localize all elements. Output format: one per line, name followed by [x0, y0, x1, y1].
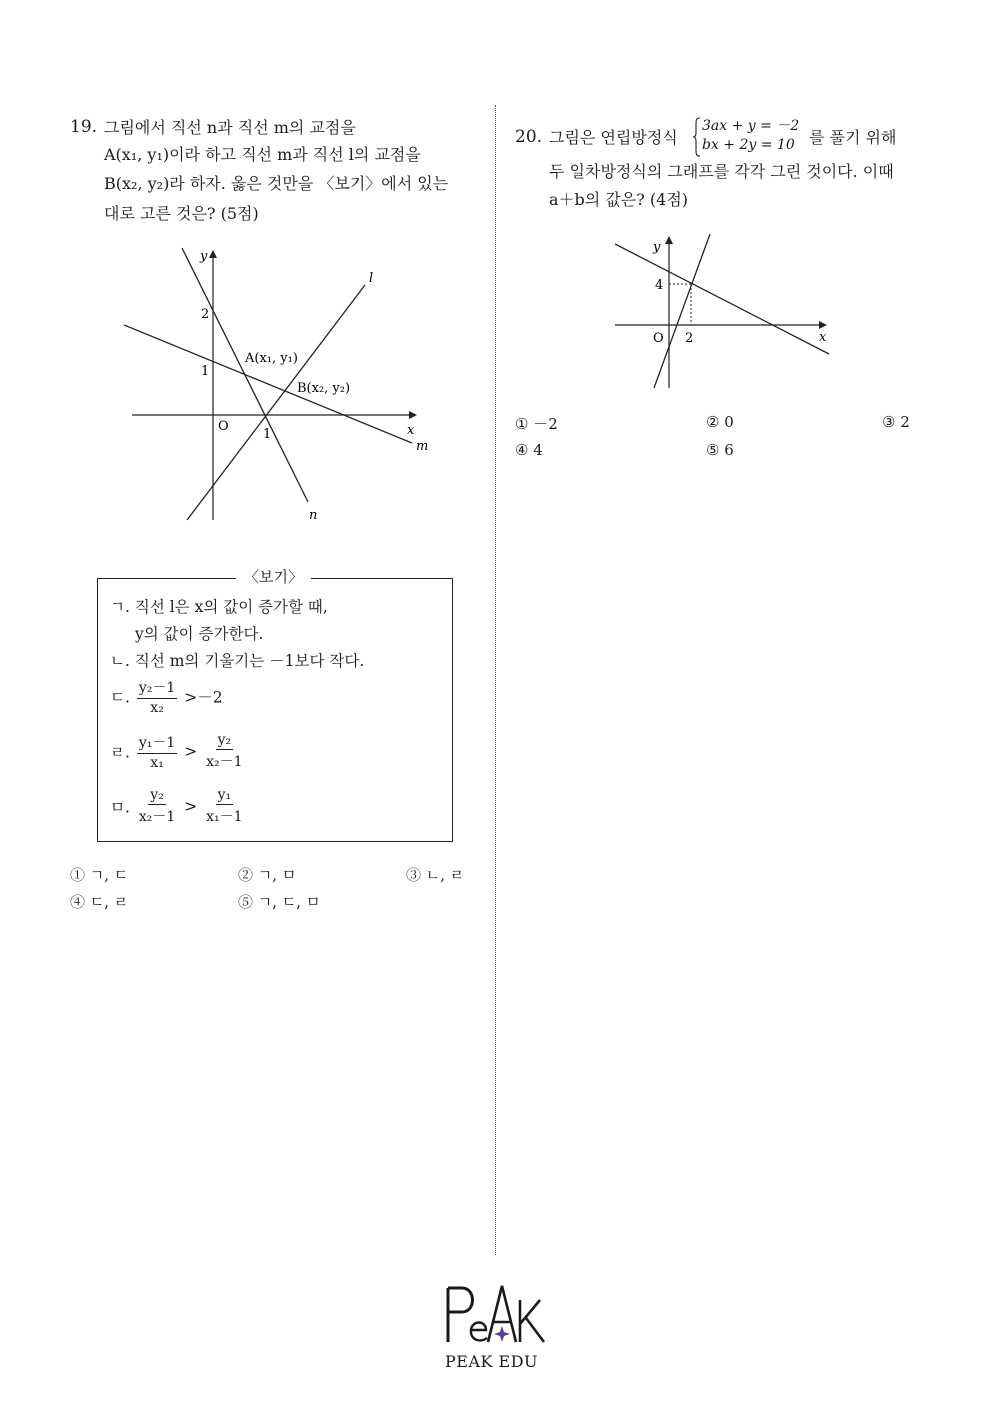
q20-tick-x2: 2 [685, 331, 694, 346]
q20-pre: 그림은 연립방정식 [549, 128, 678, 147]
q20-line-steep [654, 234, 710, 388]
q20-choice-4[interactable]: ④ 4 [515, 441, 543, 459]
bogi-title: 〈보기〉 [236, 566, 311, 587]
q19-choice-2[interactable]: ② ㄱ, ㅁ [238, 866, 297, 884]
q20-number: 20. [515, 127, 543, 147]
bogi-r-op: > [184, 742, 198, 761]
bogi-r-den2: x₂－1 [206, 754, 243, 770]
bogi-m-label: ㅁ. [110, 798, 130, 817]
q20-choice-1[interactable]: ① －2 [515, 415, 558, 433]
q20-system [702, 117, 799, 155]
bogi-d-fraction [137, 677, 177, 716]
bogi-r-fraction1 [137, 732, 177, 771]
bogi-n-label: ㄴ. [110, 652, 130, 670]
bogi-r-label: ㄹ. [110, 743, 130, 762]
bogi-m-num1: y₂ [150, 787, 164, 803]
q19-choice-5[interactable]: ⑤ ㄱ, ㄷ, ㅁ [238, 893, 321, 911]
q19-y-label: y [200, 249, 208, 264]
q19-point-B: B(x₂, y₂) [297, 381, 351, 396]
bogi-n-text: 직선 m의 기울기는 －1보다 작다. [134, 652, 365, 670]
bogi-n [110, 649, 364, 671]
bogi-d-num: y₂－1 [137, 677, 177, 699]
bogi-g [110, 595, 328, 617]
q19-choice-3[interactable]: ③ ㄴ, ㄹ [406, 866, 465, 884]
q20-origin: O [653, 331, 664, 346]
bogi-m-num2: y₁ [217, 787, 232, 803]
q19-graph [115, 240, 445, 530]
bogi-d-label: ㄷ. [110, 688, 130, 707]
q20-x-arrow [819, 321, 827, 329]
q20-line-shallow [615, 244, 829, 354]
q19-x-label: x [407, 423, 415, 438]
bogi-d-den: x₂ [150, 700, 164, 716]
q19-tick-y1: 1 [201, 364, 210, 379]
q20-choice-3[interactable]: ③ 2 [882, 413, 910, 431]
q20-y-arrow [665, 236, 673, 244]
q19-label-l: l [369, 271, 374, 286]
bogi-m [110, 787, 247, 826]
q20-choice-5[interactable]: ⑤ 6 [706, 441, 734, 459]
q19-line4: 대로 고른 것은? (5점) [104, 204, 259, 223]
q19-y-arrow [209, 250, 217, 258]
bogi-r-num2: y₂ [217, 732, 232, 748]
q19-choice-1[interactable]: ① ㄱ, ㄷ [70, 866, 129, 884]
q20-system-brace [692, 116, 702, 158]
q20-choice-2[interactable]: ② 0 [706, 413, 734, 431]
bogi-r-fraction2 [204, 732, 244, 771]
bogi-g-label: ㄱ. [110, 598, 130, 616]
q19-x-arrow [409, 411, 417, 419]
q19-label-m: m [416, 439, 429, 454]
bogi-m-op: > [184, 797, 198, 816]
q20-x-label: x [819, 330, 827, 345]
q19-tick-y2: 2 [201, 307, 210, 322]
q19-line2: A(x₁, y₁)이라 하고 직선 m과 직선 l의 교점을 [104, 145, 421, 164]
q20-graph [605, 228, 835, 393]
q20-eq2: bx + 2y = 10 [702, 137, 795, 153]
bogi-g-cont: y의 값이 증가한다. [135, 625, 264, 643]
q20-tick-y4: 4 [655, 278, 664, 293]
q19-line1: 그림에서 직선 n과 직선 m의 교점을 [104, 118, 356, 137]
q19-line-m [124, 325, 412, 443]
q20-line3: a＋b의 값은? (4점) [549, 190, 689, 209]
q19-point-A: A(x₁, y₁) [245, 351, 298, 366]
bogi-m-fraction1 [137, 787, 177, 826]
q19-line-l [187, 285, 365, 520]
peak-logo [440, 1280, 555, 1350]
q19-tick-x1: 1 [263, 427, 272, 442]
bogi-r-num1: y₁－1 [137, 732, 177, 754]
q19-number: 19. [70, 117, 98, 137]
q19-line3: B(x₂, y₂)라 하자. 옳은 것만을 〈보기〉에서 있는 [104, 174, 449, 193]
bogi-m-fraction2 [204, 787, 244, 826]
q20-line2: 두 일차방정식의 그래프를 각각 그린 것이다. 이때 [549, 162, 894, 181]
q19-origin: O [218, 419, 229, 434]
bogi-d [110, 677, 223, 716]
q19-choice-4[interactable]: ④ ㄷ, ㄹ [70, 893, 129, 911]
column-divider [495, 105, 496, 1255]
bogi-m-den2: x₁－1 [206, 809, 243, 825]
bogi-g-text1: 직선 l은 x의 값이 증가할 때, [134, 598, 328, 616]
q20-eq1: 3ax + y = －2 [702, 118, 800, 134]
bogi-r-den1: x₁ [150, 755, 164, 771]
q19-label-n: n [309, 508, 318, 523]
q20-post: 를 풀기 위해 [809, 128, 897, 147]
bogi-m-den1: x₂－1 [138, 809, 176, 825]
bogi-d-rest: >－2 [184, 688, 223, 707]
logo-brand-text: PEAK EDU [445, 1352, 539, 1371]
q20-y-label: y [653, 240, 661, 255]
bogi-r [110, 732, 247, 771]
